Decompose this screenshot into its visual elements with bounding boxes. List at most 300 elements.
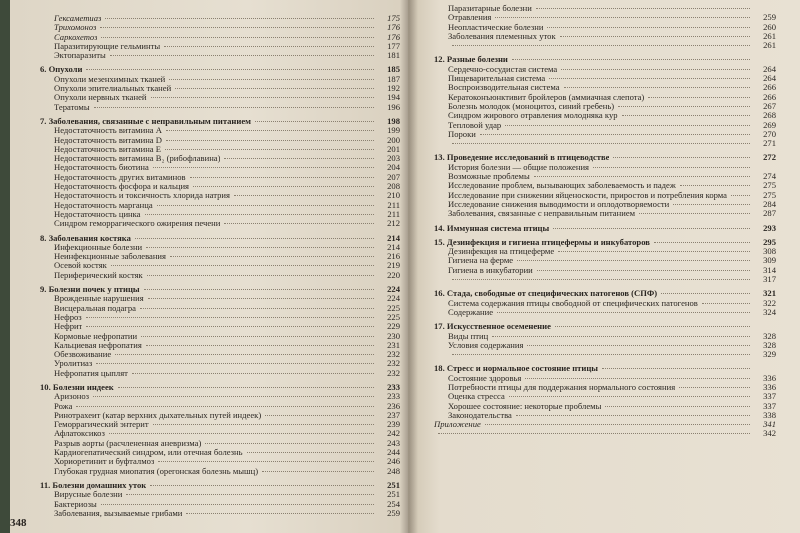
leader-dots (141, 336, 374, 337)
toc-entry-title: Осевой костяк (54, 261, 107, 271)
toc-chapter (40, 65, 400, 74)
leader-dots (151, 97, 374, 98)
toc-page-number: 230 (387, 330, 400, 341)
toc-entry-title: Заболевания, вызываемые грибами (54, 508, 183, 518)
toc-page-number: 268 (763, 110, 776, 121)
right-page (408, 0, 800, 533)
toc-page-number: 336 (763, 381, 776, 392)
toc-entry (434, 13, 776, 22)
toc-entry-title: Кератоконъюнктивит бройлеров (аммиачная слепота) (448, 92, 645, 102)
toc-page-number: 251 (387, 479, 400, 490)
toc-chapter (40, 285, 400, 294)
leader-dots (150, 485, 374, 486)
toc-entry-title: Опухоли нервных тканей (54, 93, 147, 103)
toc-entry (434, 181, 776, 190)
leader-dots (109, 433, 374, 434)
toc-chapter (40, 234, 400, 243)
leader-dots (175, 88, 374, 89)
leader-dots (169, 79, 374, 80)
toc-entry (434, 4, 776, 13)
toc-page-number: 224 (387, 284, 400, 295)
toc-entry-title: Содержание (448, 307, 494, 317)
leader-dots (452, 143, 750, 144)
toc-page-number: 175 (387, 13, 400, 23)
toc-chapter (434, 238, 776, 247)
leader-dots (132, 373, 374, 374)
toc-entry-title: 8. Заболевания костяка (40, 233, 131, 243)
leader-dots (509, 396, 750, 397)
toc-entry-title: Глубокая грудная миопатия (орегонская болезнь мышц) (54, 466, 259, 476)
toc-entry-title: Опухоли эпителиальных тканей (54, 84, 172, 94)
leader-dots (661, 293, 750, 294)
toc-entry-title: Геморрагический энтерит (54, 420, 149, 430)
leader-dots (140, 308, 374, 309)
toc-entry (434, 163, 776, 172)
toc-chapter (40, 481, 400, 490)
leader-dots (505, 125, 750, 126)
toc-entry-title: Гексаметиаз (54, 14, 102, 23)
toc-entry-title: Рожа (54, 401, 73, 411)
toc-page-number: 275 (763, 180, 776, 191)
toc-entry-title: Состояние здоровья (448, 373, 522, 383)
toc-entry (434, 93, 776, 102)
toc-entry-title: Врожденные нарушения (54, 294, 144, 304)
toc-chapter (434, 364, 776, 373)
leader-dots (224, 223, 374, 224)
toc-entry-title: Периферический костяк (54, 270, 143, 280)
toc-entry-title: Тепловой удар (448, 120, 502, 130)
toc-page-number: 272 (763, 152, 776, 163)
toc-entry-title: Обезвоживание (54, 350, 112, 360)
leader-dots (126, 494, 374, 495)
leader-dots (146, 345, 374, 346)
toc-page-number: 261 (763, 40, 776, 51)
leader-dots (452, 354, 750, 355)
toc-entry-title: Болезнь молодок (моноцитоз, синий гребень) (448, 101, 615, 111)
toc-page-number: 274 (763, 171, 776, 182)
leader-dots (561, 69, 750, 70)
toc-entry (40, 271, 400, 280)
toc-page-number: 229 (387, 321, 400, 332)
toc-entry-title: 15. Дезинфекция и гигиена птицефермы и инкубаторов (434, 237, 650, 247)
toc-entry (434, 275, 776, 284)
toc-entry-title: Гигиена на ферме (448, 256, 514, 266)
toc-entry (40, 369, 400, 378)
toc-page-number: 201 (387, 143, 400, 154)
leader-dots (234, 195, 374, 196)
toc-entry (434, 200, 776, 209)
toc-page-number: 214 (387, 232, 400, 243)
leader-dots (679, 387, 750, 388)
leader-dots (673, 204, 750, 205)
leader-dots (96, 363, 374, 364)
toc-page-number: 233 (387, 381, 400, 392)
toc-page-number: 219 (387, 260, 400, 271)
toc-entry (434, 332, 776, 341)
toc-page-number: 243 (387, 437, 400, 448)
toc-entry (40, 402, 400, 411)
leader-dots (558, 251, 750, 252)
toc-entry (40, 439, 400, 448)
toc-entry (40, 252, 400, 261)
left-toc-list (40, 14, 400, 518)
toc-entry-title: Тератомы (54, 102, 90, 112)
toc-page-number: 324 (763, 306, 776, 317)
leader-dots (605, 406, 750, 407)
toc-entry (40, 51, 400, 60)
toc-entry (40, 261, 400, 270)
leader-dots (157, 205, 374, 206)
toc-entry (40, 420, 400, 429)
leader-dots (485, 424, 750, 425)
toc-entry-title: Исследование проблем, вызывающих заболеваемость и падеж (448, 181, 676, 191)
toc-entry-title: 13. Проведение исследований в птицеводстве (434, 153, 610, 163)
toc-entry-title: Неопластические болезни (448, 22, 544, 32)
toc-entry-title: Синдром жирового отравления молодняка кур (448, 111, 618, 121)
toc-entry-title: 10. Болезни индеек (40, 382, 114, 392)
left-page (10, 0, 408, 533)
leader-dots (193, 186, 374, 187)
toc-page-number: 329 (763, 349, 776, 360)
leader-dots (495, 17, 750, 18)
toc-entry-title: Трихомоноз (54, 23, 97, 33)
toc-entry-title: Заболевания племенных уток (448, 31, 556, 41)
book-gutter (400, 0, 418, 533)
toc-entry-title: Виды птиц (448, 331, 489, 341)
toc-entry-title: 11. Болезни домашних уток (40, 480, 147, 490)
toc-entry-title: Недостаточность биотина (54, 163, 149, 173)
toc-entry (40, 126, 400, 135)
leader-dots (525, 378, 750, 379)
toc-entry-title: Сердечно-сосудистая система (448, 64, 558, 74)
toc-entry (40, 103, 400, 112)
toc-entry-title: Хориоретинит и буфталмоз (54, 457, 155, 467)
toc-page-number: 259 (387, 507, 400, 518)
toc-entry (434, 23, 776, 32)
toc-page-number: 176 (387, 22, 400, 33)
toc-entry (434, 308, 776, 317)
toc-entry-title: Недостаточность фосфора и кальция (54, 182, 190, 192)
toc-entry (40, 322, 400, 331)
toc-entry-title: Ринотрахеит (катар верхних дыхательных путей индеек) (54, 410, 262, 420)
toc-chapter (434, 224, 776, 233)
leader-dots (560, 36, 750, 37)
toc-entry-title: Вирусные болезни (54, 490, 123, 500)
toc-page-number: 314 (763, 264, 776, 275)
leader-dots (534, 176, 750, 177)
toc-entry (40, 14, 400, 23)
toc-entry (40, 219, 400, 228)
toc-entry-title: Синдром геморрагического ожирения печени (54, 219, 221, 229)
toc-entry (434, 429, 776, 438)
toc-entry-title: Приложение (434, 420, 481, 430)
leader-dots (517, 260, 750, 261)
toc-entry (434, 121, 776, 130)
right-toc-list (434, 4, 776, 439)
toc-entry (40, 467, 400, 476)
toc-entry (40, 154, 400, 163)
toc-page-number: 284 (763, 198, 776, 209)
leader-dots (613, 157, 750, 158)
toc-entry-title: Оценка стресса (448, 392, 505, 402)
leader-dots (549, 78, 750, 79)
toc-entry (40, 313, 400, 322)
toc-page-number: 322 (763, 297, 776, 308)
leader-dots (648, 97, 750, 98)
leader-dots (166, 140, 374, 141)
toc-entry (40, 429, 400, 438)
toc-chapter (434, 153, 776, 162)
leader-dots (527, 345, 750, 346)
toc-entry (434, 139, 776, 148)
toc-entry (40, 145, 400, 154)
toc-entry (434, 341, 776, 350)
toc-entry (40, 84, 400, 93)
toc-entry (434, 411, 776, 420)
toc-page-number: 208 (387, 181, 400, 192)
toc-entry-title: Воспроизводительная система (448, 83, 560, 93)
toc-page-number: 185 (387, 64, 400, 75)
leader-dots (94, 107, 374, 108)
toc-entry-title: Уролитиаз (54, 359, 93, 369)
toc-page-number: 225 (387, 311, 400, 322)
toc-entry (40, 201, 400, 210)
leader-dots (93, 396, 374, 397)
toc-page-number: 210 (387, 190, 400, 201)
toc-entry-title: Опухоли мезенхимных тканей (54, 74, 166, 84)
leader-dots (101, 504, 374, 505)
toc-entry-title: Потребности птицы для поддержания нормального состояния (448, 382, 676, 392)
leader-dots (492, 336, 750, 337)
toc-entry (434, 247, 776, 256)
toc-page-number: 194 (387, 92, 400, 103)
toc-page-number: 233 (387, 391, 400, 402)
toc-entry (40, 163, 400, 172)
toc-entry (40, 182, 400, 191)
toc-page-number: 232 (387, 349, 400, 360)
toc-page-number: 225 (387, 302, 400, 313)
toc-entry (40, 457, 400, 466)
toc-entry-title: Кардиогепатический синдром, или отечная болезнь (54, 448, 243, 458)
toc-entry-title: Недостаточность витамина B₂ (рибофлавина) (54, 154, 221, 164)
leader-dots (255, 121, 374, 122)
leader-dots (618, 106, 750, 107)
leader-dots (512, 59, 750, 60)
toc-entry-title: 6. Опухоли (40, 65, 83, 75)
toc-entry-title: Саркохетоз (54, 32, 98, 42)
leader-dots (144, 289, 374, 290)
toc-page-number: 271 (763, 138, 776, 149)
leader-dots (593, 167, 750, 168)
leader-dots (639, 213, 750, 214)
toc-entry-title: Условия содержания (448, 340, 524, 350)
toc-entry-title: Разрыв аорты (расчлененная аневризма) (54, 438, 202, 448)
leader-dots (247, 452, 374, 453)
toc-entry-title: Нефроз (54, 312, 82, 322)
toc-page-number: 204 (387, 162, 400, 173)
leader-dots (135, 238, 374, 239)
leader-dots (564, 87, 750, 88)
toc-entry-title: Отравления (448, 13, 492, 23)
leader-dots (105, 18, 374, 19)
toc-entry-title: Дезинфекция на птицеферме (448, 247, 555, 257)
toc-entry-title: Хорошее состояние: некоторые проблемы (448, 401, 602, 411)
toc-page-number: 239 (387, 419, 400, 430)
toc-page-number: 275 (763, 189, 776, 200)
toc-page-number: 242 (387, 428, 400, 439)
toc-entry (40, 294, 400, 303)
toc-entry-title: Гигиена в инкубатории (448, 265, 533, 275)
toc-entry (434, 191, 776, 200)
leader-dots (158, 461, 374, 462)
leader-dots (602, 368, 750, 369)
leader-dots (148, 298, 374, 299)
toc-page-number: 342 (763, 428, 776, 439)
toc-page-number: 328 (763, 330, 776, 341)
toc-entry (434, 111, 776, 120)
toc-entry-title: Система содержания птицы свободной от специфических патогенов (448, 298, 698, 308)
toc-page-number: 231 (387, 339, 400, 350)
toc-page-number: 192 (387, 83, 400, 94)
leader-dots (537, 270, 750, 271)
toc-page-number: 224 (387, 293, 400, 304)
toc-page-number: 211 (387, 199, 400, 210)
toc-entry (40, 42, 400, 51)
toc-entry (40, 500, 400, 509)
toc-page-number: 232 (387, 367, 400, 378)
toc-entry-title: Кормовые нефропатии (54, 331, 138, 341)
leader-dots (190, 177, 374, 178)
leader-dots (164, 46, 374, 47)
toc-page-number: 248 (387, 465, 400, 476)
leader-dots (205, 443, 374, 444)
leader-dots (262, 471, 374, 472)
leader-dots (516, 415, 750, 416)
toc-page-number: 260 (763, 21, 776, 32)
toc-entry (40, 243, 400, 252)
toc-page-number: 211 (387, 208, 400, 219)
toc-page-number: 267 (763, 100, 776, 111)
leader-dots (166, 130, 374, 131)
toc-page-number: 269 (763, 119, 776, 130)
toc-page-number: 207 (387, 171, 400, 182)
toc-page-number: 287 (763, 208, 776, 219)
toc-page-number: 187 (387, 73, 400, 84)
leader-dots (115, 354, 374, 355)
toc-chapter (434, 289, 776, 298)
toc-entry (40, 304, 400, 313)
toc-entry (40, 392, 400, 401)
toc-entry (434, 172, 776, 181)
toc-chapter (40, 383, 400, 392)
leader-dots (553, 228, 750, 229)
leader-dots (224, 158, 374, 159)
leader-dots (110, 55, 374, 56)
toc-entry (434, 32, 776, 41)
toc-entry (40, 411, 400, 420)
toc-entry-title: 9. Болезни почек у птицы (40, 285, 140, 295)
leader-dots (702, 303, 750, 304)
leader-dots (536, 8, 750, 9)
leader-dots (100, 27, 374, 28)
toc-page-number: 220 (387, 269, 400, 280)
toc-entry-title: Исследование снижения выводимости и оплодотворяемости (448, 199, 670, 209)
toc-entry (40, 350, 400, 359)
toc-entry (434, 102, 776, 111)
leader-dots (452, 279, 750, 280)
toc-entry (40, 93, 400, 102)
toc-page-number: 176 (387, 31, 400, 42)
toc-page-number: 337 (763, 400, 776, 411)
toc-chapter (40, 117, 400, 126)
toc-page-number: 246 (387, 456, 400, 467)
toc-entry (40, 23, 400, 32)
toc-page-number: 338 (763, 409, 776, 420)
toc-chapter (434, 55, 776, 64)
leader-dots (76, 406, 374, 407)
toc-entry (434, 209, 776, 218)
toc-entry-title: Неинфекционные заболевания (54, 252, 166, 262)
leader-dots (153, 424, 374, 425)
leader-dots (86, 326, 374, 327)
toc-entry (40, 332, 400, 341)
leader-dots (438, 433, 750, 434)
leader-dots (118, 387, 374, 388)
toc-entry (40, 173, 400, 182)
toc-page-number: 337 (763, 391, 776, 402)
toc-page-number: 237 (387, 409, 400, 420)
toc-entry-title: Кальциевая нефропатия (54, 340, 142, 350)
toc-page-number: 203 (387, 153, 400, 164)
toc-entry-title: Недостаточность витамина D (54, 135, 162, 145)
toc-page-number: 177 (387, 40, 400, 51)
toc-entry-title: Недостаточность марганца (54, 200, 153, 210)
toc-page-number: 251 (387, 489, 400, 500)
toc-entry (40, 191, 400, 200)
toc-entry-title: Нефропатия цыплят (54, 368, 128, 378)
leader-dots (622, 115, 750, 116)
toc-page-number: 261 (763, 30, 776, 41)
toc-page-number: 259 (763, 12, 776, 23)
toc-entry-title: 12. Разные болезни (434, 55, 508, 65)
toc-entry (40, 509, 400, 518)
toc-entry-title: Аризоноз (54, 392, 90, 402)
toc-entry-title: Инфекционные болезни (54, 242, 143, 252)
toc-entry-title: Паразитарные болезни (448, 4, 532, 13)
toc-entry-title: Эктопаразиты (54, 51, 106, 61)
toc-entry (434, 41, 776, 50)
leader-dots (153, 167, 374, 168)
toc-entry-title: Недостаточность витамина E (54, 144, 162, 154)
toc-entry (434, 130, 776, 139)
toc-entry (40, 490, 400, 499)
leader-dots (555, 326, 750, 327)
toc-page-number: 317 (763, 274, 776, 285)
leader-dots (654, 242, 750, 243)
leader-dots (265, 415, 374, 416)
toc-entry-title: Законодательства (448, 410, 512, 420)
toc-page-number: 266 (763, 91, 776, 102)
toc-page-number: 293 (763, 222, 776, 233)
toc-entry-title: 14. Иммунная система птицы (434, 223, 550, 233)
leader-dots (146, 247, 374, 248)
toc-entry-title: Недостаточность других витаминов (54, 172, 186, 182)
toc-entry-title: Недостаточность цинка (54, 209, 141, 219)
toc-page-number: 198 (387, 115, 400, 126)
toc-entry-title: Недостаточность и токсичность хлорида натрия (54, 191, 230, 201)
toc-entry (434, 256, 776, 265)
toc-page-number: 266 (763, 82, 776, 93)
